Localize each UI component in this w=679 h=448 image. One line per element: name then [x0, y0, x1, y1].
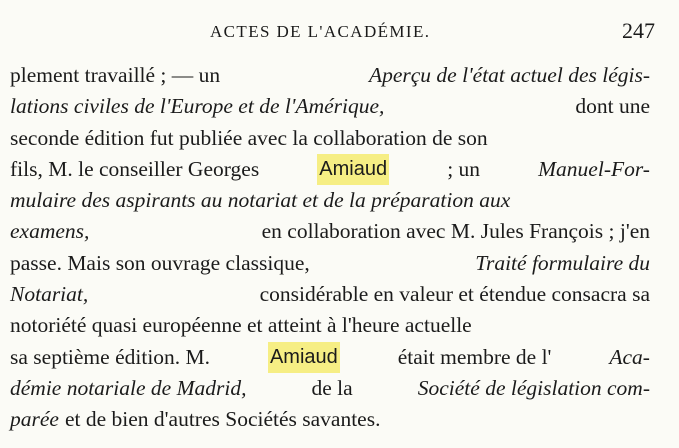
text-line [10, 185, 650, 216]
text-line [10, 60, 650, 91]
italic-text: Aca- [609, 344, 650, 369]
text-line [10, 91, 650, 122]
text-segment: plement travaillé ; — un [10, 63, 221, 87]
body-text [10, 60, 650, 436]
italic-text: parée [10, 407, 59, 432]
running-head [0, 18, 679, 52]
page-number: 247 [622, 18, 655, 43]
italic-text: mulaire des aspirants au notariat et de la préparation aux [10, 188, 511, 213]
text-segment: sa septième édition. M. [10, 344, 211, 369]
text-segment: passe. Mais son ouvrage classique, [10, 250, 310, 275]
text-line [10, 373, 650, 404]
text-segment: notoriété quasi européenne et atteint à l'heure actuelle [10, 313, 472, 338]
italic-text: examens, [10, 219, 90, 244]
text-line [10, 279, 650, 310]
text-segment: ; un [447, 156, 481, 181]
text-line [10, 342, 650, 373]
italic-text: Société de législation com- [417, 375, 650, 400]
italic-text: Notariat, [10, 282, 89, 307]
text-line [10, 216, 650, 247]
text-line [10, 123, 650, 154]
italic-text: Aperçu de l'état actuel des légis- [368, 63, 650, 87]
italic-text: Manuel-For- [538, 156, 650, 181]
text-line [10, 310, 650, 341]
text-segment: considérable en valeur et étendue consacra sa [259, 282, 650, 307]
text-line [10, 404, 650, 435]
text-segment: de la [311, 375, 353, 400]
text-segment: dont une [575, 94, 650, 119]
italic-text: Traité formulaire du [475, 250, 650, 275]
text-line [10, 248, 650, 279]
italic-text: lations civiles de l'Europe et de l'Amérique, [10, 94, 385, 119]
text-segment: en collaboration avec M. Jules François ; j'en [261, 219, 650, 244]
highlighted-term: Amiaud [317, 154, 389, 185]
text-segment: et de bien d'autres Sociétés savantes. [64, 407, 381, 432]
highlighted-term: Amiaud [268, 342, 340, 373]
text-segment: seconde édition fut publiée avec la collaboration de son [10, 125, 488, 150]
running-title: ACTES DE L'ACADÉMIE. [210, 22, 431, 41]
italic-text: démie notariale de Madrid, [10, 375, 247, 400]
text-line [10, 154, 650, 185]
text-segment: était membre de l' [397, 344, 552, 369]
text-segment: fils, M. le conseiller Georges [10, 156, 260, 181]
